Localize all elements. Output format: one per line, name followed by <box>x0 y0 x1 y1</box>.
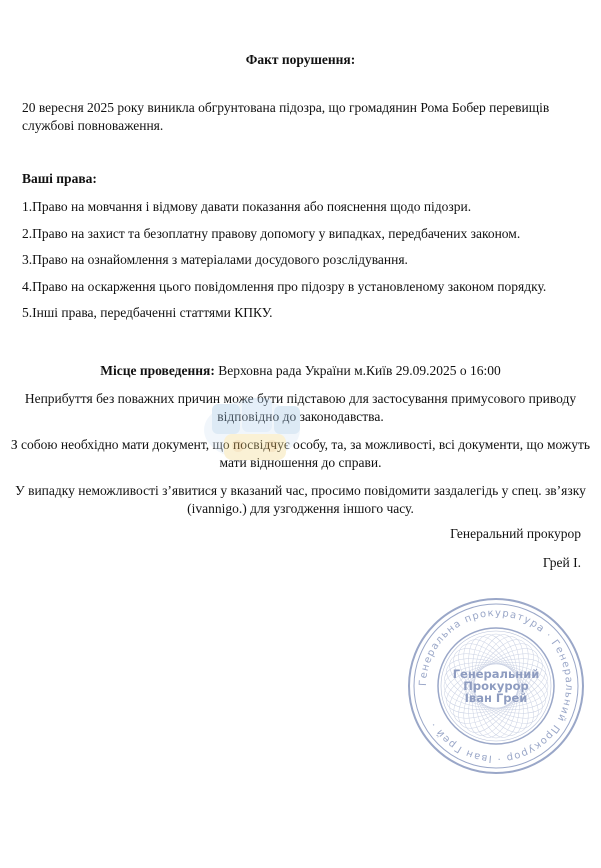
rights-item: 5.Інші права, передбаченні статтями КПКУ. <box>22 305 273 320</box>
rights-item: 3.Право на ознайомлення з матеріалами досудового розслідування. <box>22 252 408 267</box>
place-label: Місце проведення: <box>100 363 215 378</box>
watermark-logo-icon <box>190 384 320 476</box>
section-title-rights: Ваші права: <box>22 171 97 186</box>
rights-item: 2.Право на захист та безоплатну правову допомогу у випадках, передбачених законом. <box>22 225 521 241</box>
seal-line: Прокурор <box>463 679 529 693</box>
paragraph-documents: З собою необхідно мати документ, що посвідчує особу, та, за можливості, всі документи, що можуть мати відношення до справи. <box>10 437 591 470</box>
place-value: Верховна рада України м.Київ 29.09.2025 о 16:00 <box>214 363 501 378</box>
seal-center-text <box>406 668 586 704</box>
paragraph-no-show: Неприбуття без поважних причин може бути підставою для застосування примусового приводу відповідно до законодавства. <box>24 391 577 424</box>
signature-role: Генеральний прокурор <box>450 526 581 541</box>
signature-name: Грей І. <box>542 555 581 570</box>
rights-item: 4.Право на оскарження цього повідомлення про підозру в установленому законом порядку. <box>22 278 547 294</box>
rights-item: 1.Право на мовчання і відмову давати показання або пояснення щодо підозри. <box>22 199 472 214</box>
paragraph-reschedule: У випадку неможливості з’явитися у вказаний час, просимо повідомити заздалегідь у спец. зв’язку (ivannigo.) для узгодження іншого часу. <box>15 483 586 516</box>
seal-ring-text: Генеральна прокуратура · Генеральний Прокурор · Іван Грей · <box>417 607 575 765</box>
section-title-violation: Факт порушення: <box>245 52 356 67</box>
seal-line: Іван Грей <box>464 691 528 705</box>
seal-line: Генеральний <box>452 667 540 681</box>
rights-list <box>22 198 597 331</box>
fact-paragraph: 20 вересня 2025 року виникла обгрунтована підозра, що громадянин Рома Бобер перевищів службові повноваження. <box>22 100 550 133</box>
place-line <box>0 362 601 380</box>
